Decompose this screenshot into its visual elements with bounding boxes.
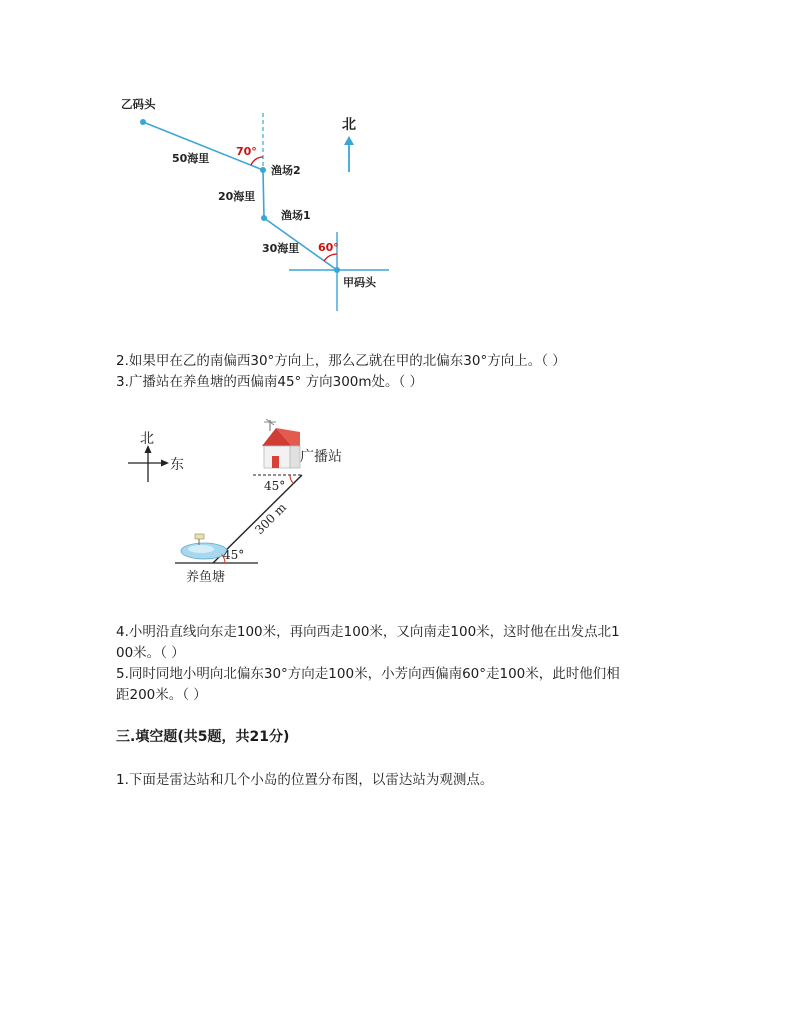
distance-label: 300 m [252,500,290,538]
question-5-line2: 距200米。（ ） [116,687,207,703]
angle-70-label: 70° [236,145,257,158]
question-4-line2: 00米。（ ） [116,645,185,661]
compass-east-label: 东 [170,457,184,473]
fishery1-label: 渔场1 [281,209,311,222]
question-4-line1: 4.小明沿直线向东走100米，再向西走100米，又向南走100米，这时他在出发点北1 [116,624,620,640]
angle-60-label: 60° [318,241,339,254]
section-3-question-1: 1.下面是雷达站和几个小岛的位置分布图，以雷达站为观测点。 [116,772,494,788]
compass-east-arrow-icon [161,460,169,467]
broadcast-station-house-icon [262,419,300,468]
distance-50-label: 50海里 [172,152,210,165]
station-angle-arc [290,475,294,484]
north-label: 北 [342,117,356,133]
distance-20-label: 20海里 [218,190,256,203]
question-2: 2.如果甲在乙的南偏西30°方向上，那么乙就在甲的北偏东30°方向上。（ ） [116,353,566,369]
jia-wharf-label: 甲码头 [343,276,376,289]
question-5-line1: 5.同时同地小明向北偏东30°方向走100米，小芳向西偏南60°走100米，此时他们相 [116,666,620,682]
question-3: 3.广播站在养鱼塘的西偏南45° 方向300m处。（ ） [116,374,424,390]
distance-30-label: 30海里 [262,242,300,255]
station-angle-label: 45° [264,479,286,493]
fish-pond-icon [181,534,227,559]
pond-angle-label: 45° [223,548,245,562]
pond-label: 养鱼塘 [186,570,226,585]
compass-north-label: 北 [140,431,154,447]
section-3-heading: 三.填空题(共5题，共21分) [116,729,290,745]
fishery2-label: 渔场2 [271,164,301,177]
yi-wharf-label: 乙码头 [121,97,156,111]
station-label: 广播站 [300,449,342,465]
